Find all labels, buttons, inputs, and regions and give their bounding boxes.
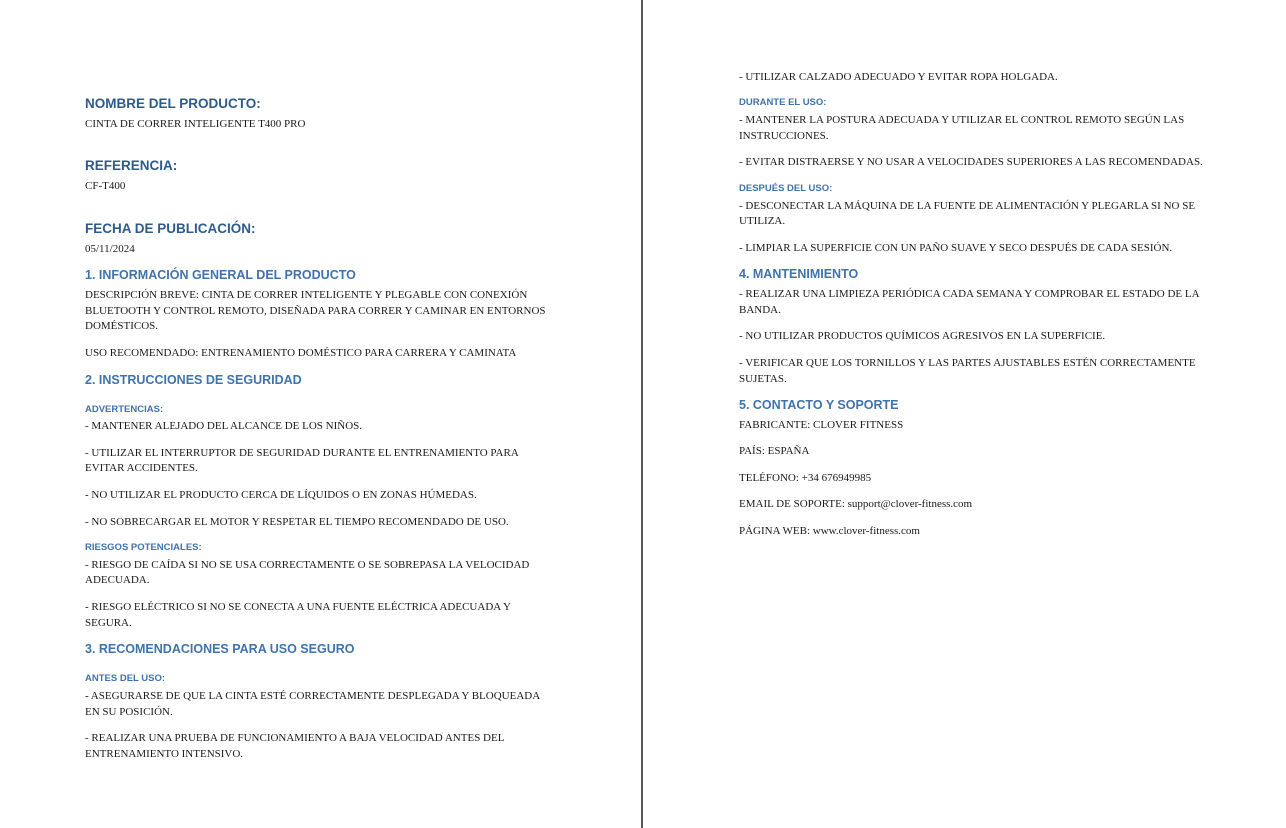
country: PAÍS: ESPAÑA — [739, 445, 810, 457]
risk-item-cont: SEGURA. — [85, 617, 132, 629]
document-page-left — [0, 0, 641, 828]
reference-value: CF-T400 — [85, 180, 126, 192]
support-email: EMAIL DE SOPORTE: support@clover-fitness.com — [739, 498, 973, 510]
after-use-heading: DESPUÉS DEL USO: — [739, 183, 833, 194]
section-1-heading: 1. INFORMACIÓN GENERAL DEL PRODUCTO — [85, 268, 356, 282]
risk-item: - RIESGO DE CAÍDA SI NO SE USA CORRECTAMENTE O SE SOBREPASA LA VELOCIDAD — [85, 559, 530, 571]
during-use-heading: DURANTE EL USO: — [739, 97, 827, 108]
product-description-line: BLUETOOTH Y CONTROL REMOTO, DISEÑADA PARA CORRER Y CAMINAR EN ENTORNOS — [85, 305, 546, 317]
maintenance-item: - REALIZAR UNA LIMPIEZA PERIÓDICA CADA SEMANA Y COMPROBAR EL ESTADO DE LA — [739, 288, 1200, 300]
after-use-item-cont: UTILIZA. — [739, 215, 786, 227]
risk-item-cont: ADECUADA. — [85, 574, 150, 586]
website: PÁGINA WEB: www.clover-fitness.com — [739, 525, 920, 537]
during-use-item: - MANTENER LA POSTURA ADECUADA Y UTILIZAR EL CONTROL REMOTO SEGÚN LAS — [739, 114, 1185, 126]
warning-item-cont: EVITAR ACCIDENTES. — [85, 462, 198, 474]
warning-item: - NO SOBRECARGAR EL MOTOR Y RESPETAR EL TIEMPO RECOMENDADO DE USO. — [85, 516, 509, 528]
product-description-line: DESCRIPCIÓN BREVE: CINTA DE CORRER INTELIGENTE Y PLEGABLE CON CONEXIÓN — [85, 289, 528, 301]
product-name-heading: NOMBRE DEL PRODUCTO: — [85, 96, 261, 111]
publication-date-heading: FECHA DE PUBLICACIÓN: — [85, 221, 256, 236]
before-use-item: - UTILIZAR CALZADO ADECUADO Y EVITAR ROPA HOLGADA. — [739, 71, 1058, 83]
risk-item: - RIESGO ELÉCTRICO SI NO SE CONECTA A UNA FUENTE ELÉCTRICA ADECUADA Y — [85, 601, 511, 613]
during-use-item: - EVITAR DISTRAERSE Y NO USAR A VELOCIDADES SUPERIORES A LAS RECOMENDADAS. — [739, 156, 1203, 168]
recommended-use: USO RECOMENDADO: ENTRENAMIENTO DOMÉSTICO PARA CARRERA Y CAMINATA — [85, 347, 517, 359]
warning-item: - MANTENER ALEJADO DEL ALCANCE DE LOS NIÑOS. — [85, 420, 363, 432]
before-use-item-cont: EN SU POSICIÓN. — [85, 706, 173, 718]
maintenance-item-cont: BANDA. — [739, 304, 781, 316]
maintenance-item: - VERIFICAR QUE LOS TORNILLOS Y LAS PARTES AJUSTABLES ESTÉN CORRECTAMENTE — [739, 357, 1196, 369]
before-use-item-cont: ENTRENAMIENTO INTENSIVO. — [85, 748, 244, 760]
maintenance-item-cont: SUJETAS. — [739, 373, 787, 385]
risks-heading: RIESGOS POTENCIALES: — [85, 542, 202, 553]
phone: TELÉFONO: +34 676949985 — [739, 472, 872, 484]
manufacturer: FABRICANTE: CLOVER FITNESS — [739, 419, 904, 431]
after-use-item: - LIMPIAR LA SUPERFICIE CON UN PAÑO SUAVE Y SECO DESPUÉS DE CADA SESIÓN. — [739, 242, 1173, 254]
section-5-heading: 5. CONTACTO Y SOPORTE — [739, 398, 899, 412]
before-use-heading: ANTES DEL USO: — [85, 673, 166, 684]
during-use-item-cont: INSTRUCCIONES. — [739, 130, 829, 142]
document-page-right — [643, 0, 1286, 828]
section-2-heading: 2. INSTRUCCIONES DE SEGURIDAD — [85, 373, 302, 387]
warnings-heading: ADVERTENCIAS: — [85, 404, 164, 415]
product-name: CINTA DE CORRER INTELIGENTE T400 PRO — [85, 118, 306, 130]
warning-item: - UTILIZAR EL INTERRUPTOR DE SEGURIDAD DURANTE EL ENTRENAMIENTO PARA — [85, 447, 519, 459]
before-use-item: - REALIZAR UNA PRUEBA DE FUNCIONAMIENTO A BAJA VELOCIDAD ANTES DEL — [85, 732, 505, 744]
product-description-line: DOMÉSTICOS. — [85, 320, 159, 332]
section-4-heading: 4. MANTENIMIENTO — [739, 267, 859, 281]
maintenance-item: - NO UTILIZAR PRODUCTOS QUÍMICOS AGRESIVOS EN LA SUPERFICIE. — [739, 330, 1106, 342]
reference-heading: REFERENCIA: — [85, 158, 178, 173]
warning-item: - NO UTILIZAR EL PRODUCTO CERCA DE LÍQUIDOS O EN ZONAS HÚMEDAS. — [85, 489, 477, 501]
section-3-heading: 3. RECOMENDACIONES PARA USO SEGURO — [85, 642, 355, 656]
after-use-item: - DESCONECTAR LA MÁQUINA DE LA FUENTE DE ALIMENTACIÓN Y PLEGARLA SI NO SE — [739, 200, 1196, 212]
publication-date: 05/11/2024 — [85, 243, 135, 255]
before-use-item: - ASEGURARSE DE QUE LA CINTA ESTÉ CORRECTAMENTE DESPLEGADA Y BLOQUEADA — [85, 690, 541, 702]
